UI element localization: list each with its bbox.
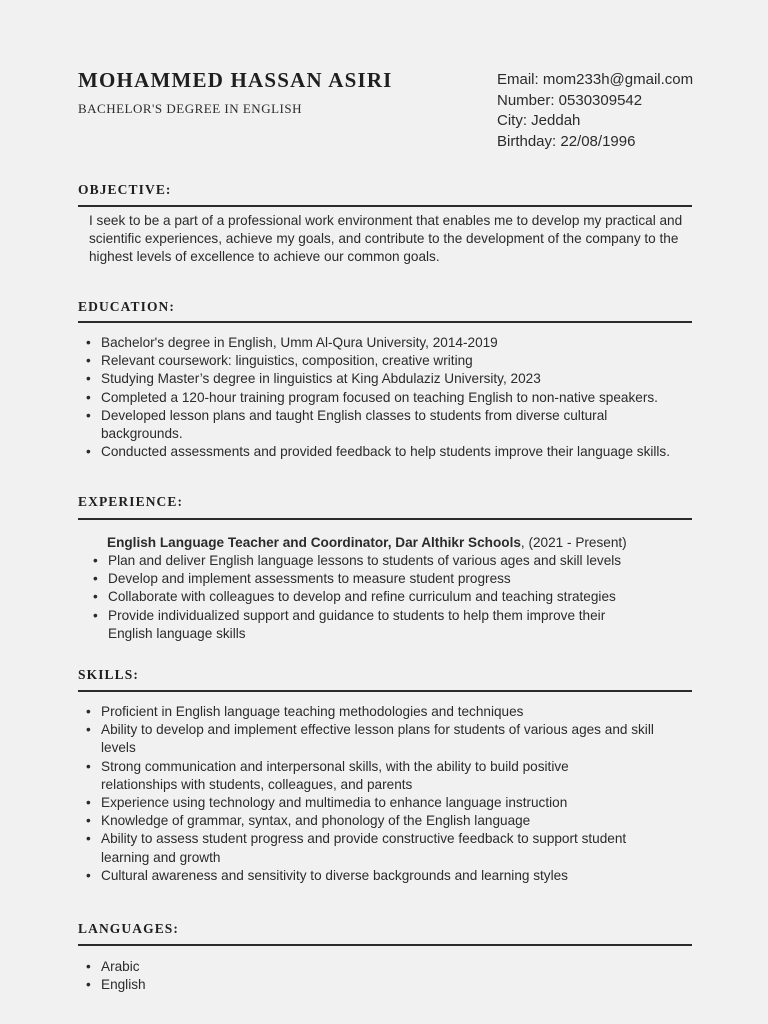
contact-birthday: Birthday: 22/08/1996: [497, 132, 636, 150]
experience-divider: [78, 518, 692, 520]
degree-subtitle: BACHELOR'S DEGREE IN ENGLISH: [78, 101, 302, 116]
objective-divider: [78, 205, 692, 207]
objective-text: I seek to be a part of a professional work environment that enables me to develop my practical and scientific experiences, achieve my goals, and contribute to the development of the company to the highest levels of excellence to achieve our common goals.: [89, 213, 683, 265]
objective-heading: OBJECTIVE:: [78, 182, 172, 197]
skills-divider: [78, 690, 692, 692]
list-item: • Studying Master’s degree in linguistics at King Abdulaziz University, 2023: [78, 370, 708, 388]
list-item: • Collaborate with colleagues to develop and refine curriculum and teaching strategies: [85, 588, 650, 606]
list-item: • Cultural awareness and sensitivity to diverse backgrounds and learning styles: [78, 867, 670, 885]
list-item: • Proficient in English language teaching methodologies and techniques: [78, 703, 670, 721]
job-entry: [107, 534, 627, 552]
list-item: • Ability to assess student progress and provide constructive feedback to support student learning and growth: [78, 830, 670, 866]
list-item: • Bachelor's degree in English, Umm Al-Qura University, 2014-2019: [78, 334, 708, 352]
skills-list: [78, 703, 670, 885]
education-list: [78, 334, 708, 461]
list-item: • Relevant coursework: linguistics, composition, creative writing: [78, 352, 708, 370]
languages-heading: LANGUAGES:: [78, 921, 180, 936]
languages-list: [78, 958, 378, 994]
list-item: • Experience using technology and multimedia to enhance language instruction: [78, 794, 670, 812]
list-item: • Conducted assessments and provided feedback to help students improve their language skills.: [78, 443, 708, 461]
job-period: , (2021 - Present): [520, 535, 627, 550]
list-item: • Completed a 120-hour training program focused on teaching English to non-native speakers.: [78, 389, 708, 407]
list-item: • Arabic: [78, 958, 378, 976]
languages-divider: [78, 944, 692, 946]
candidate-name: MOHAMMED HASSAN ASIRI: [78, 68, 393, 92]
list-item: • Strong communication and interpersonal skills, with the ability to build positive relationships with students, colleagues, and parents: [78, 758, 621, 794]
experience-heading: EXPERIENCE:: [78, 494, 184, 509]
list-item: • Ability to develop and implement effective lesson plans for students of various ages and skill levels: [78, 721, 670, 757]
education-divider: [78, 321, 692, 323]
list-item: • English: [78, 976, 378, 994]
list-item: • Knowledge of grammar, syntax, and phonology of the English language: [78, 812, 670, 830]
contact-city: City: Jeddah: [497, 112, 581, 129]
contact-number: Number: 0530309542: [497, 91, 643, 109]
contact-email: Email: mom233h@gmail.com: [497, 71, 694, 88]
contact-info: [497, 70, 693, 152]
list-item: • Develop and implement assessments to measure student progress: [85, 570, 650, 588]
list-item: • Provide individualized support and guidance to students to help them improve their English language skills: [85, 607, 650, 643]
education-heading: EDUCATION:: [78, 299, 176, 314]
skills-heading: SKILLS:: [78, 667, 139, 682]
list-item: • Developed lesson plans and taught English classes to students from diverse cultural backgrounds.: [78, 407, 641, 443]
job-title: English Language Teacher and Coordinator, Dar Althikr Schools: [107, 535, 521, 550]
experience-list: [85, 552, 650, 643]
list-item: • Plan and deliver English language lessons to students of various ages and skill levels: [85, 552, 650, 570]
